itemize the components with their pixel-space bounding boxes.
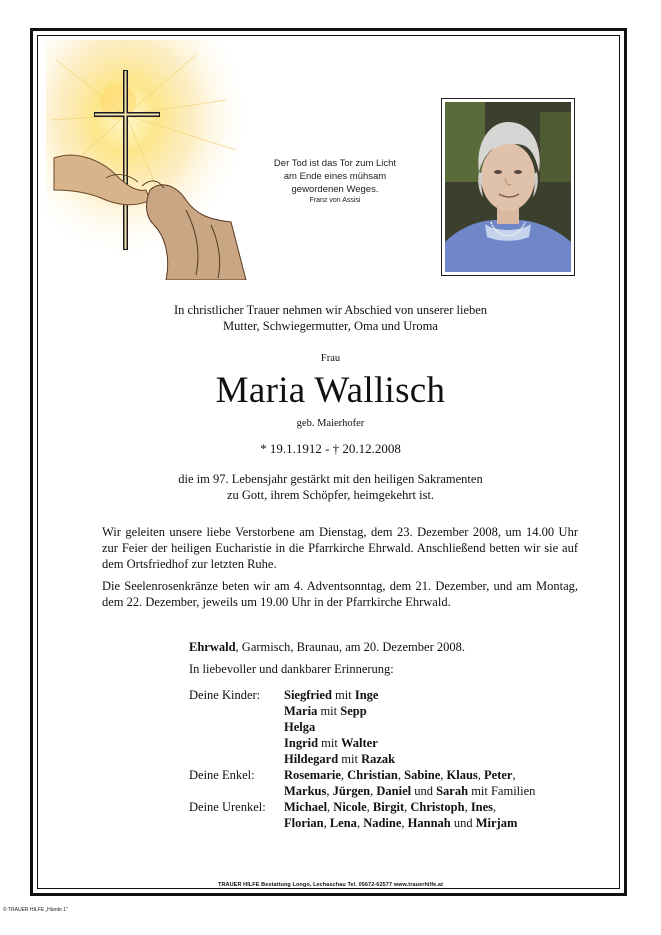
- quote-line: gewordenen Weges.: [291, 184, 379, 195]
- separator-comma: ,: [327, 800, 334, 814]
- separator-comma: ,: [340, 768, 348, 782]
- quote-line: am Ende eines mühsam: [283, 171, 387, 182]
- great-grandchildren-line-1: [284, 799, 496, 815]
- grandchild-name: Jürgen: [332, 784, 371, 798]
- separator-comma: ,: [366, 800, 373, 814]
- intro-text: [0, 302, 661, 334]
- sacraments-line: zu Gott, ihrem Schöpfer, heimgekehrt ist.: [226, 488, 435, 502]
- rosary-paragraph: Die Seelenrosenkränze beten wir am 4. Adventsonntag, dem 21. Dezember, und am Montag, dem 22. Dezember, jeweils um 19.00 Uhr in der Pfarrkirche Ehrwald.: [102, 579, 578, 609]
- grandchildren-label: Deine Enkel:: [189, 768, 255, 782]
- child-entry: [284, 735, 378, 751]
- separator-comma: ,: [493, 800, 497, 814]
- grandchild-name: Daniel: [376, 784, 412, 798]
- copyright-note: © TRAUER HILFE „Hände 1“: [3, 907, 68, 913]
- separator-comma: ,: [326, 784, 333, 798]
- life-dates: * 19.1.1912 - † 20.12.2008: [260, 441, 401, 456]
- quote-author: Franz von Assisi: [309, 197, 361, 204]
- connector-mit: mit: [317, 704, 341, 718]
- place-town: Ehrwald: [189, 640, 236, 654]
- connector-mit: mit: [338, 752, 362, 766]
- partner-name: Inge: [354, 688, 379, 702]
- birth-name: geb. Maierhofer: [296, 418, 365, 429]
- separator-comma: ,: [401, 816, 408, 830]
- funeral-paragraph: Wir geleiten unsere liebe Verstorbene am Dienstag, dem 23. Dezember 2008, um 14.00 Uhr zur Feier der heiligen Eucharistie in die Pfarrkirche Ehrwald. Anschließend betten wir sie auf dem Ortsfriedhof zur letzten Ruhe.: [102, 525, 578, 571]
- children-label: Deine Kinder:: [189, 688, 261, 702]
- quote-line: Der Tod ist das Tor zum Licht: [273, 158, 397, 169]
- portrait-photo: [445, 102, 571, 272]
- quote-block: [270, 157, 400, 206]
- intro-line: In christlicher Trauer nehmen wir Abschied von unserer lieben: [173, 303, 488, 317]
- great-grandchild-name: Nadine: [363, 816, 402, 830]
- separator-comma: ,: [397, 768, 405, 782]
- partner-name: Razak: [361, 752, 396, 766]
- great-grandchild-name: Michael: [284, 800, 328, 814]
- great-grandchild-name: Florian: [284, 816, 324, 830]
- portrait-photo-frame: [441, 98, 575, 276]
- funeral-home-footer: TRAUER HILFE Bestattung Longo, Lechaschau Tel. 05672-62577 www.trauerhilfe.at: [218, 882, 443, 888]
- great-grandchild-name: Birgit: [372, 800, 405, 814]
- sacraments-line: die im 97. Lebensjahr gestärkt mit den heiligen Sakramenten: [178, 472, 483, 486]
- child-name: Helga: [284, 720, 316, 734]
- separator-comma: ,: [477, 768, 485, 782]
- great-grandchild-name: Hannah: [407, 816, 451, 830]
- separator-comma: ,: [440, 768, 447, 782]
- salutation: Frau: [320, 353, 341, 364]
- cross-hands-artwork: [46, 40, 256, 280]
- child-name: Maria: [284, 704, 318, 718]
- deceased-name: Maria Wallisch: [215, 370, 446, 411]
- connector-mit: mit: [318, 736, 341, 750]
- grandchild-name: Sarah: [436, 784, 469, 798]
- grandchild-name: Rosemarie: [284, 768, 341, 782]
- child-entry: [284, 687, 378, 703]
- partner-name: Sepp: [340, 704, 367, 718]
- sacraments-text: [0, 471, 661, 503]
- great-grandchild-name: Lena: [329, 816, 357, 830]
- separator-comma: ,: [323, 816, 330, 830]
- partner-name: Walter: [340, 736, 378, 750]
- place-date-line: [189, 639, 465, 655]
- child-name: Hildegard: [284, 752, 339, 766]
- memory-line: In liebevoller und dankbarer Erinnerung:: [189, 662, 394, 676]
- suffix-text: mit Familien: [468, 784, 536, 798]
- separator-comma: ,: [404, 800, 411, 814]
- great-grandchildren-line-2: [284, 815, 517, 831]
- great-grandchildren-label: Deine Urenkel:: [189, 800, 266, 814]
- grandchild-name: Markus: [284, 784, 327, 798]
- child-entry: [284, 719, 315, 735]
- child-entry: [284, 751, 395, 767]
- child-name: Ingrid: [284, 736, 319, 750]
- great-grandchild-name: Christoph: [410, 800, 465, 814]
- connector-und: und: [411, 784, 437, 798]
- child-name: Siegfried: [284, 688, 332, 702]
- separator-comma: ,: [512, 768, 516, 782]
- grandchildren-line-1: [284, 767, 516, 783]
- grandchildren-line-2: [284, 783, 535, 799]
- connector-und: und: [450, 816, 476, 830]
- intro-line: Mutter, Schwiegermutter, Oma und Uroma: [223, 319, 438, 333]
- child-entry: [284, 703, 367, 719]
- connector-mit: mit: [331, 688, 355, 702]
- grandchild-name: Peter: [484, 768, 513, 782]
- grandchild-name: Christian: [347, 768, 398, 782]
- place-rest: , Garmisch, Braunau, am 20. Dezember 2008.: [235, 640, 465, 654]
- grandchild-name: Sabine: [404, 768, 441, 782]
- separator-comma: ,: [464, 800, 471, 814]
- great-grandchild-name: Mirjam: [475, 816, 518, 830]
- separator-comma: ,: [356, 816, 364, 830]
- separator-comma: ,: [370, 784, 377, 798]
- great-grandchild-name: Nicole: [333, 800, 367, 814]
- grandchild-name: Klaus: [446, 768, 478, 782]
- great-grandchild-name: Ines: [470, 800, 494, 814]
